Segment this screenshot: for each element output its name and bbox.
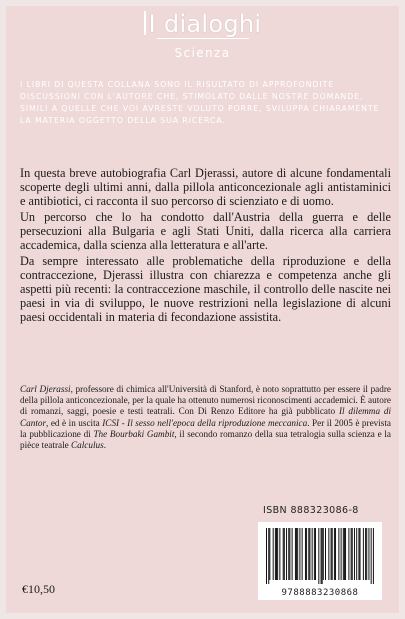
book-title-2: ICSI - Il sesso nell'epoca della riproduzione meccanica	[102, 417, 308, 428]
barcode-bar	[356, 528, 357, 580]
barcode-number: 9788883230868	[281, 588, 359, 598]
barcode-bar	[325, 528, 326, 580]
barcode-bar	[315, 528, 316, 580]
barcode-bar	[266, 528, 267, 584]
barcode-bar	[371, 528, 372, 584]
barcode-bar	[308, 528, 309, 580]
barcode-bar	[289, 528, 290, 580]
barcode-bar	[273, 528, 274, 580]
series-subtitle-text: Scienza	[174, 46, 231, 60]
barcode-bar	[351, 528, 352, 580]
logo-bar	[144, 11, 146, 35]
barcode-bar	[286, 528, 287, 580]
author-name: Carl Djerassi	[20, 384, 71, 394]
series-subtitle	[0, 46, 405, 60]
author-bio	[20, 384, 391, 451]
barcode-bar	[296, 528, 297, 580]
barcode-bar	[288, 528, 289, 580]
blurb-paragraph-3: Da sempre interessato alle problematiche della riproduzione e della contraccezione, Djerassi illustra con chiarezza e competenza anche gli aspetti più recenti: la contraccezione maschile, il controllo delle nascite nei paesi in via di sviluppo, le nuove restrizioni nella legislazione di alcuni paesi occidentali in materia di fecondazione assistita.	[20, 254, 391, 324]
barcode-bar	[334, 528, 335, 580]
barcode-bar	[363, 528, 364, 580]
barcode-bar	[345, 528, 346, 580]
bio-text-5: .	[103, 440, 106, 451]
barcode-bar	[269, 528, 270, 580]
barcode-bar	[332, 528, 333, 580]
barcode-bars	[266, 528, 374, 584]
book-title-3: The Bourbaki Gambit	[93, 428, 175, 439]
barcode-bar	[323, 528, 324, 580]
barcode-bar	[358, 528, 359, 580]
barcode-bar	[318, 528, 319, 584]
barcode-bar	[292, 528, 293, 580]
bio-text-3: . Per il 2005 è prevista la pubblicazione di	[20, 417, 391, 439]
blurb-paragraph-2: Un percorso che lo ha condotto dall'Austria della guerra e delle persecuzioni alla Bulgaria e agli Stati Uniti, dalla ricerca alla carriera accademica, dalla scienza alla letteratura e all'arte.	[20, 210, 391, 252]
barcode-bar	[299, 528, 300, 580]
series-logo	[0, 10, 405, 39]
barcode-bar	[295, 528, 296, 580]
barcode-bar	[338, 528, 339, 580]
series-name: I dialoghi	[148, 10, 262, 38]
barcode-bar	[360, 528, 361, 580]
logo-underline	[157, 38, 249, 39]
bio-text-1: , professore di chimica all'Università di Stanford, è noto soprattutto per essere il padre della pillola anticoncezionale, per la quale ha ottenuto numerosi riconoscimenti accademici. È autore di romanzi, saggi, poesie e testi teatrali. Con Di Renzo Editore ha già pubblicato	[20, 384, 391, 417]
barcode-bar	[354, 528, 355, 580]
barcode-bar	[321, 528, 322, 584]
barcode-bar	[344, 528, 345, 580]
barcode-bar	[279, 528, 280, 580]
barcode-bar	[276, 528, 277, 580]
barcode-bar	[277, 528, 278, 580]
barcode-bar	[302, 528, 303, 580]
book-title-4: Calculus	[71, 440, 104, 451]
barcode-bar	[297, 528, 298, 580]
barcode-bar	[275, 528, 276, 580]
barcode-bar	[328, 528, 329, 580]
barcode-bar	[284, 528, 285, 580]
barcode-bar	[322, 528, 323, 584]
barcode-bar	[335, 528, 336, 580]
isbn-label: ISBN 888323086-8	[263, 505, 359, 516]
barcode-bar	[268, 528, 269, 584]
barcode-bar	[309, 528, 310, 580]
barcode-bar	[306, 528, 307, 580]
barcode-bar	[366, 528, 367, 580]
series-description: I LIBRI DI QUESTA COLLANA SONO IL RISULTATO DI APPROFONDITE DISCUSSIONI CON L'AUTORE CHE, STIMOLATO DALLE NOSTRE DOMANDE, SIMILI A QUELLE CHE VOI AVRESTE VOLUTO PORRE, SVILUPPA CHIARAMENTE LA MATERIA OGGETTO DELLA SUA RICERCA.	[20, 80, 380, 125]
barcode-bar	[352, 528, 353, 580]
barcode-bar	[305, 528, 306, 580]
bio-text-4: , il secondo romanzo della sua tetralogia sulla scienza e la pièce teatrale	[20, 428, 391, 451]
barcode-bar	[283, 528, 284, 580]
barcode-bar	[341, 528, 342, 580]
bio-text-2: , ed è in uscita	[46, 417, 103, 428]
barcode-bar	[314, 528, 315, 580]
barcode-bar	[343, 528, 344, 580]
book-blurb	[20, 166, 391, 326]
barcode-bar	[348, 528, 349, 580]
barcode-bar	[312, 528, 313, 580]
book-title-1: Il dilemma di Cantor	[20, 406, 391, 428]
author-bio-paragraph	[20, 384, 391, 451]
barcode-bar	[373, 528, 374, 584]
price: €10,50	[22, 582, 55, 596]
barcode	[258, 522, 382, 600]
barcode-bar	[331, 528, 332, 580]
blurb-paragraph-1: In questa breve autobiografia Carl Djerassi, autore di alcune fondamentali scoperte degli ultimi anni, dalla pillola anticoncezionale agli antistaminici e antibiotici, ci racconta il suo percorso di scienziato e di uomo.	[20, 166, 391, 208]
barcode-bar	[368, 528, 369, 580]
barcode-bar	[365, 528, 366, 580]
